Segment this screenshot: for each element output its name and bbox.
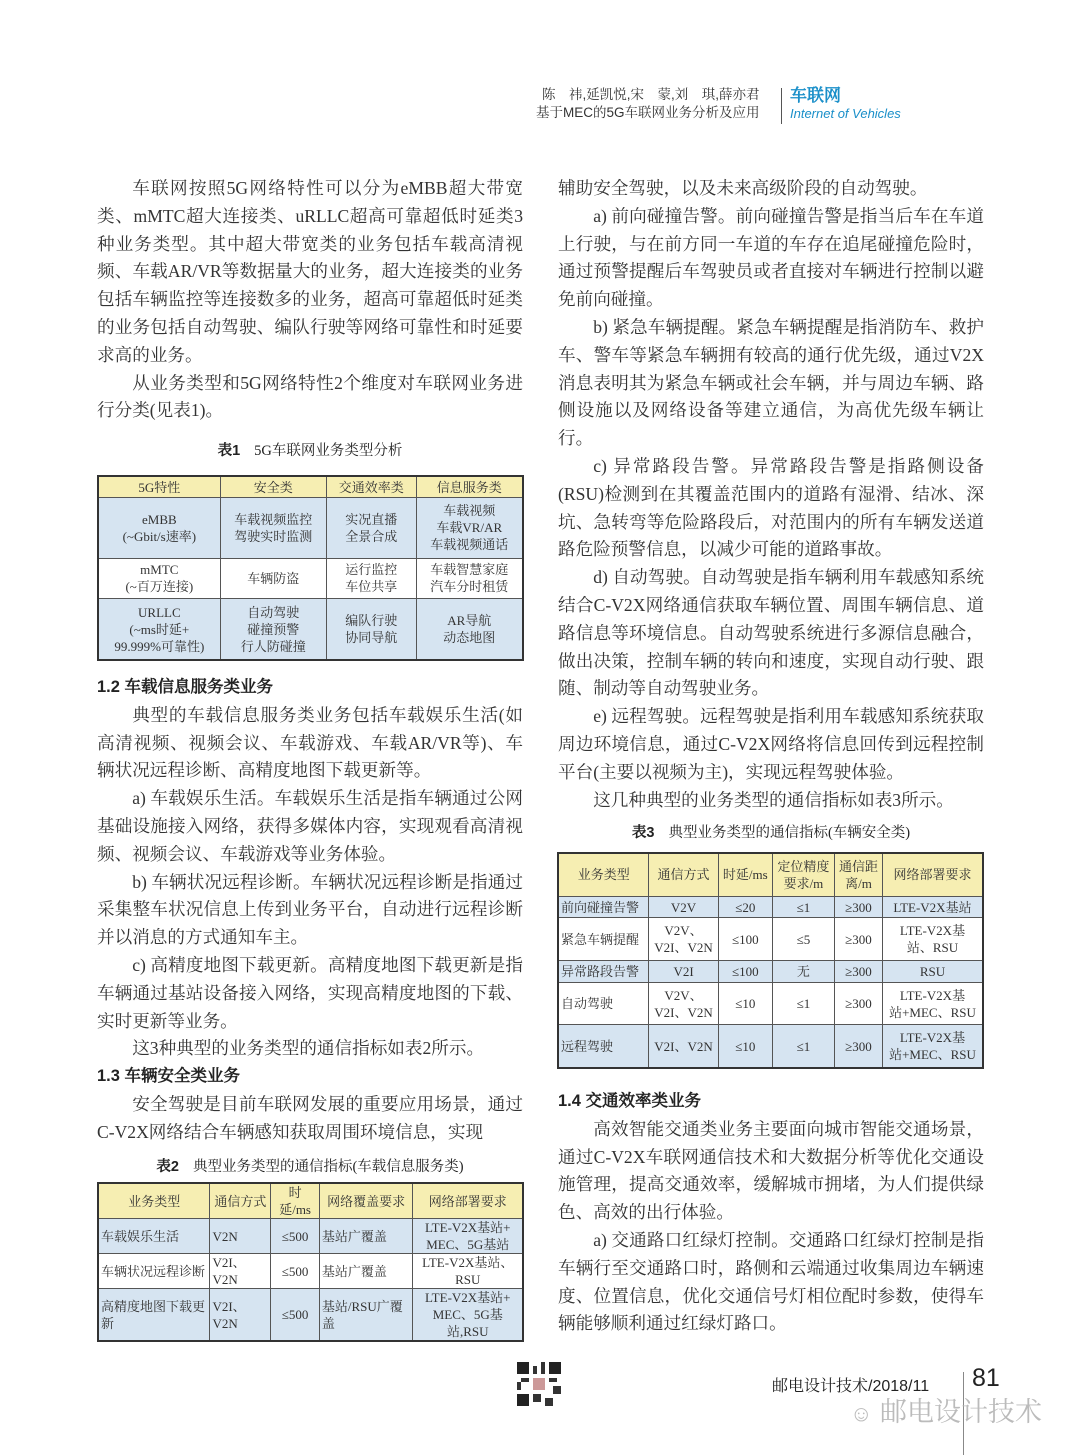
qr-code-icon <box>517 1362 561 1406</box>
table1 <box>97 475 524 661</box>
table-cell: ≥300 <box>834 918 882 961</box>
table-cell: LTE-V2X基站+ MEC、5G基站,RSU <box>413 1289 523 1342</box>
table-cell: 车载视频监控 驾驶实时监测 <box>220 498 326 559</box>
watermark <box>850 1390 1042 1429</box>
journal-issue: 邮电设计技术/2018/11 <box>772 1378 930 1395</box>
table-row <box>558 918 983 961</box>
left-column-top <box>97 175 523 425</box>
table-cell: 车辆防盗 <box>220 558 326 599</box>
column-brand <box>790 86 901 122</box>
table-cell: LTE-V2X基站 <box>882 896 983 918</box>
column-header: 网络部署要求 <box>882 853 983 896</box>
table-cell: URLLC (~ms时延+ 99.999%可靠性) <box>98 599 220 660</box>
right-column-bottom <box>558 1088 984 1338</box>
column-header: 信息服务类 <box>416 476 523 498</box>
table-cell: V2I、V2N <box>649 1025 718 1068</box>
table-cell: 基站/RSU广覆盖 <box>319 1289 413 1342</box>
header-divider <box>781 88 782 124</box>
paragraph: e) 远程驾驶。远程驾驶是指利用车载感知系统获取周边环境信息，通过C-V2X网络将信息回传到远程控制平台(主要以视频为主)，实现远程驾驶体验。 <box>558 706 984 782</box>
table-cell: ≤1 <box>772 1025 834 1068</box>
table-cell: V2V、 V2I、V2N <box>649 982 718 1025</box>
paragraph: c) 异常路段告警。异常路段告警是指路侧设备(RSU)检测到在其覆盖范围内的道路有湿滑、结冰、深坑、急转弯等危险路段后，对范围内的所有车辆发送道路危险预警信息，以减少可能的道路事故。 <box>558 455 984 560</box>
table-cell: 基站广覆盖 <box>319 1254 413 1289</box>
table-cell: ≤500 <box>271 1219 319 1254</box>
table-cell: ≤500 <box>271 1289 319 1342</box>
table-cell: LTE-V2X基 站+MEC、RSU <box>882 1025 983 1068</box>
left-column-bottom <box>97 674 523 1147</box>
column-header: 通信距 离/m <box>834 853 882 896</box>
column-header: 通信方式 <box>649 853 718 896</box>
paragraph: b) 紧急车辆提醒。紧急车辆提醒是指消防车、救护车、警车等紧急车辆拥有较高的通行优先级，通过V2X消息表明其为紧急车辆或社会车辆，并与周边车辆、路侧设施以及网络设备等建立通信，为高优先级车辆让行。 <box>558 316 984 449</box>
table-header-row <box>98 1183 523 1219</box>
section-heading: 1.4 交通效率类业务 <box>558 1092 702 1110</box>
table-cell: 无 <box>772 960 834 982</box>
table-cell: ≤500 <box>271 1254 319 1289</box>
authors: 陈 祎,延凯悦,宋 蒙,刘 琪,薛亦君 <box>542 87 760 102</box>
column-header: 时延/ms <box>271 1183 319 1219</box>
table-cell: ≤5 <box>772 918 834 961</box>
paragraph: a) 前向碰撞告警。前向碰撞告警是指当后车在车道上行驶，与在前方同一车道的车存在追尾碰撞危险时，通过预警提醒后车驾驶员或者直接对车辆进行控制以避免前向碰撞。 <box>558 205 984 310</box>
section-heading: 1.3 车辆安全类业务 <box>97 1067 241 1086</box>
table-title: 典型业务类型的通信指标(车载信息服务类) <box>192 1159 464 1175</box>
table-row <box>558 896 983 918</box>
table2 <box>97 1182 524 1342</box>
table-cell: ≥300 <box>834 1025 882 1068</box>
table-cell: V2N <box>210 1219 271 1254</box>
table-cell: ≤100 <box>718 918 772 961</box>
table-cell: V2I、V2N <box>210 1254 271 1289</box>
table-row <box>98 498 523 559</box>
table-cell: 实况直播 全景合成 <box>326 498 416 559</box>
running-header <box>536 86 760 122</box>
table-cell: ≤1 <box>772 896 834 918</box>
paragraph: 车联网按照5G网络特性可以分为eMBB超大带宽类、mMTC超大连接类、uRLLC超高可靠超低时延类3种业务类型。其中超大带宽类的业务包括车载高清视频、车载AR/VR等数据量大的业务，超大连接类的业务包括车辆监控等连接数多的业务，超高可靠超低时延类的业务包括自动驾驶、编队行驶等网络可靠性和时延要求高的业务。 <box>97 178 523 365</box>
table-cell: 车辆状况远程诊断 <box>98 1254 210 1289</box>
table-row <box>558 982 983 1025</box>
paragraph: 安全驾驶是目前车联网发展的重要应用场景，通过C-V2X网络结合车辆感知获取周围环境信息，实现 <box>97 1093 523 1142</box>
table-cell: ≤10 <box>718 1025 772 1068</box>
table-label: 表1 <box>217 443 241 459</box>
table-cell: RSU <box>882 960 983 982</box>
table-row <box>558 1025 983 1068</box>
paragraph: d) 自动驾驶。自动驾驶是指车辆利用车载感知系统结合C-V2X网络通信获取车辆位置、周围车辆信息、道路信息等环境信息。自动驾驶系统进行多源信息融合，做出决策，控制车辆的转向和速度，实现自动行驶、跟随、制动等自动驾驶业务。 <box>558 567 984 699</box>
table-cell: 车载娱乐生活 <box>98 1219 210 1254</box>
column-header: 5G特性 <box>98 476 220 498</box>
table-cell: ≤20 <box>718 896 772 918</box>
paragraph: b) 车辆状况远程诊断。车辆状况远程诊断是指通过采集整车状况信息上传到业务平台，自动进行远程诊断并以消息的方式通知车主。 <box>97 871 523 948</box>
table-cell: 高精度地图下载更新 <box>98 1289 210 1342</box>
table-header-row <box>98 476 523 498</box>
table3 <box>557 852 984 1069</box>
column-header: 定位精度 要求/m <box>772 853 834 896</box>
paragraph: 典型的车载信息服务类业务包括车载娱乐生活(如高清视频、视频会议、车载游戏、车载AR/VR等)、车辆状况远程诊断、高精度地图下载更新等。 <box>97 704 523 781</box>
column-name-cn: 车联网 <box>790 86 841 105</box>
article-title: 基于MEC的5G车联网业务分析及应用 <box>536 105 760 120</box>
table-row <box>98 558 523 599</box>
table-cell: 车载视频 车载VR/AR 车载视频通话 <box>416 498 523 559</box>
table-cell: ≤100 <box>718 960 772 982</box>
paragraph: 从业务类型和5G网络特性2个维度对车联网业务进行分类(见表1)。 <box>97 372 523 421</box>
section-heading: 1.2 车载信息服务类业务 <box>97 678 274 696</box>
table-cell: ≥300 <box>834 982 882 1025</box>
table-cell: LTE-V2X基 站、RSU <box>882 918 983 961</box>
paragraph: 高效智能交通类业务主要面向城市智能交通场景，通过C-V2X车联网通信技术和大数据分析等优化交通设施管理，提高交通效率，缓解城市拥堵，为人们提供绿色、高效的出行体验。 <box>558 1118 984 1223</box>
table-cell: LTE-V2X基站+ MEC、5G基站 <box>413 1219 523 1254</box>
table-cell: 编队行驶 协同导航 <box>326 599 416 660</box>
table-cell: ≥300 <box>834 960 882 982</box>
right-column-top <box>558 175 984 814</box>
table1-caption <box>97 439 523 460</box>
table-title: 5G车联网业务类型分析 <box>254 443 403 459</box>
table-cell: 异常路段告警 <box>558 960 649 982</box>
table-row <box>98 1254 523 1289</box>
table-cell: eMBB (~Gbit/s速率) <box>98 498 220 559</box>
table3-caption <box>558 821 984 842</box>
table-cell: 前向碰撞告警 <box>558 896 649 918</box>
table-cell: LTE-V2X基站、 RSU <box>413 1254 523 1289</box>
table-cell: 车载智慧家庭 汽车分时租赁 <box>416 558 523 599</box>
table-row <box>98 599 523 660</box>
table-cell: 自动驾驶 <box>558 982 649 1025</box>
table-cell: ≤10 <box>718 982 772 1025</box>
paragraph: a) 交通路口红绿灯控制。交通路口红绿灯控制是指车辆行至交通路口时，路侧和云端通过收集周边车辆速度、位置信息，优化交通信号灯相位配时参数，使得车辆能够顺利通过红绿灯路口。 <box>558 1229 984 1334</box>
wechat-icon: ☺ <box>850 1401 873 1426</box>
table-cell: 紧急车辆提醒 <box>558 918 649 961</box>
table-cell: V2V、 V2I、V2N <box>649 918 718 961</box>
watermark-text: 邮电设计技术 <box>879 1397 1042 1427</box>
table-title: 典型业务类型的通信指标(车辆安全类) <box>668 825 911 841</box>
paragraph: 辅助安全驾驶，以及未来高级阶段的自动驾驶。 <box>558 178 928 198</box>
table-cell: 远程驾驶 <box>558 1025 649 1068</box>
table-label: 表3 <box>631 825 655 841</box>
table-cell: ≥300 <box>834 896 882 918</box>
column-header: 业务类型 <box>558 853 649 896</box>
table-cell: mMTC (~百万连接) <box>98 558 220 599</box>
column-header: 网络部署要求 <box>413 1183 523 1219</box>
paragraph: c) 高精度地图下载更新。高精度地图下载更新是指车辆通过基站设备接入网络，实现高精度地图的下载、实时更新等业务。 <box>97 954 523 1031</box>
column-name-en: Internet of Vehicles <box>790 106 901 121</box>
paragraph: a) 车载娱乐生活。车载娱乐生活是指车辆通过公网基础设施接入网络，获得多媒体内容，实现观看高清视频、视频会议、车载游戏等业务体验。 <box>97 788 523 864</box>
table-cell: 运行监控 车位共享 <box>326 558 416 599</box>
paragraph: 这3种典型的业务类型的通信指标如表2所示。 <box>132 1038 485 1059</box>
table2-caption <box>97 1155 523 1176</box>
table-cell: V2I <box>649 960 718 982</box>
column-header: 交通效率类 <box>326 476 416 498</box>
table-cell: ≤1 <box>772 982 834 1025</box>
column-header: 安全类 <box>220 476 326 498</box>
table-row <box>98 1219 523 1254</box>
column-header: 网络覆盖要求 <box>319 1183 413 1219</box>
table-cell: AR导航 动态地图 <box>416 599 523 660</box>
table-cell: V2V <box>649 896 718 918</box>
paragraph: 这几种典型的业务类型的通信指标如表3所示。 <box>593 789 954 810</box>
column-header: 通信方式 <box>210 1183 271 1219</box>
table-row <box>558 960 983 982</box>
table-row <box>98 1289 523 1342</box>
table-cell: V2I、V2N <box>210 1289 271 1342</box>
table-cell: 基站广覆盖 <box>319 1219 413 1254</box>
table-cell: LTE-V2X基 站+MEC、RSU <box>882 982 983 1025</box>
page-number: 81 <box>972 1364 1000 1392</box>
table-cell: 自动驾驶 碰撞预警 行人防碰撞 <box>220 599 326 660</box>
table-header-row <box>558 853 983 896</box>
column-header: 时延/ms <box>718 853 772 896</box>
table-label: 表2 <box>156 1159 179 1175</box>
column-header: 业务类型 <box>98 1183 210 1219</box>
